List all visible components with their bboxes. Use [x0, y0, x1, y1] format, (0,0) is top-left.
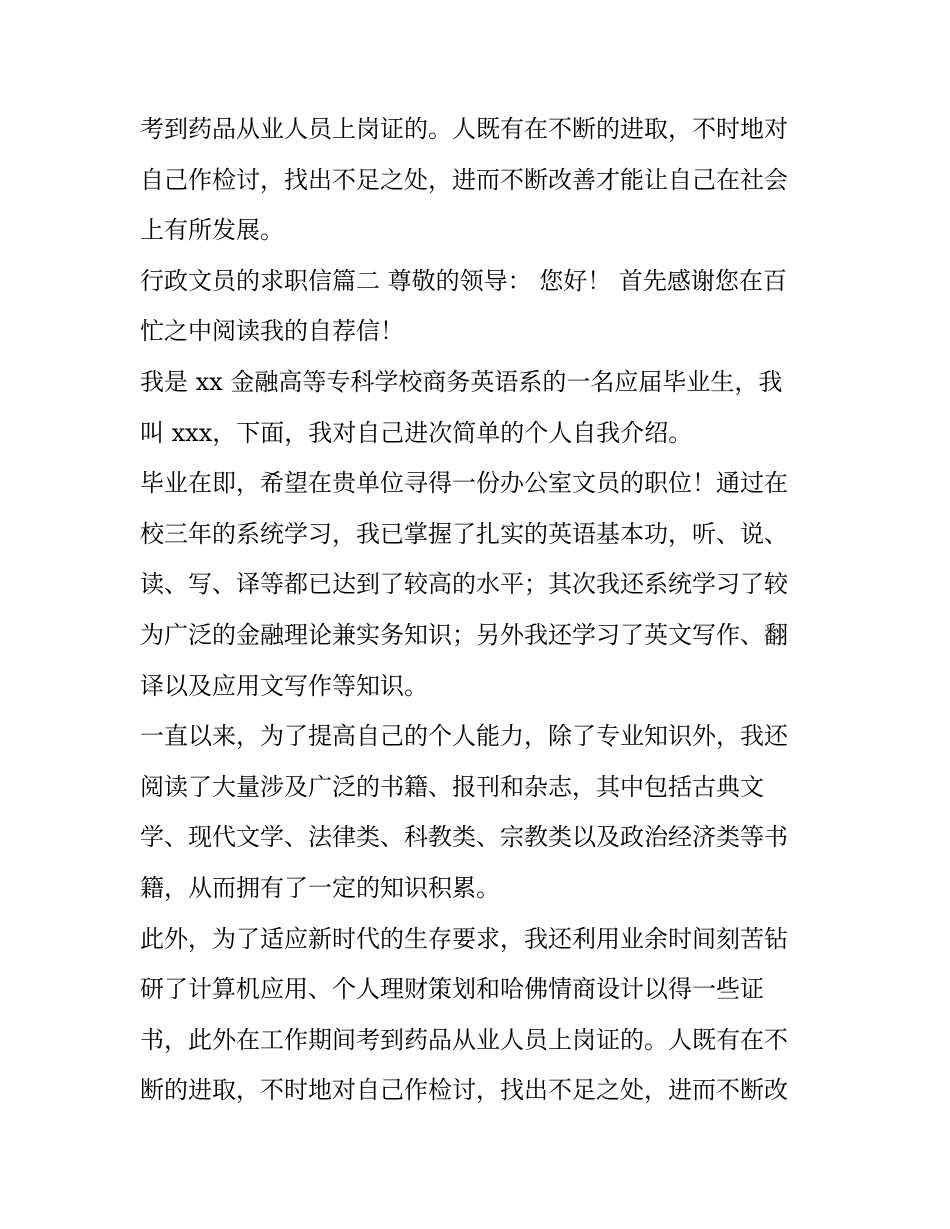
text-line: 译以及应用文写作等知识。 — [140, 671, 428, 700]
text-line: 读、写、译等都已达到了较高的水平；其次我还系统学习了较 — [140, 570, 788, 599]
text-line: 自己作检讨，找出不足之处，进而不断改善才能让自己在社会 — [140, 165, 788, 194]
text-line: 断的进取，不时地对自己作检讨，找出不足之处，进而不断改 — [140, 1076, 788, 1105]
text-line: 此外，为了适应新时代的生存要求，我还利用业余时间刻苦钻 — [140, 924, 788, 953]
text-line: 研了计算机应用、个人理财策划和哈佛情商设计以得一些证 — [140, 975, 764, 1004]
text-line: 阅读了大量涉及广泛的书籍、报刊和杂志，其中包括古典文 — [140, 772, 764, 801]
text-line: 籍，从而拥有了一定的知识积累。 — [140, 873, 500, 902]
text-line: 忙之中阅读我的自荐信！ — [140, 317, 404, 346]
text-line: 毕业在即，希望在贵单位寻得一份办公室文员的职位！通过在 — [140, 469, 788, 498]
text-line: 上有所发展。 — [140, 216, 284, 245]
text-line: 一直以来，为了提高自己的个人能力，除了专业知识外，我还 — [140, 722, 788, 751]
document-body — [140, 104, 820, 1116]
text-line: 书，此外在工作期间考到药品从业人员上岗证的。人既有在不 — [140, 1025, 788, 1054]
text-line: 为广泛的金融理论兼实务知识；另外我还学习了英文写作、翻 — [140, 620, 788, 649]
text-line: 叫 xxx，下面，我对自己进次简单的个人自我介绍。 — [140, 418, 693, 447]
text-line: 校三年的系统学习，我已掌握了扎实的英语基本功，听、说、 — [140, 519, 788, 548]
text-line: 行政文员的求职信篇二 尊敬的领导： 您好！ 首先感谢您在百 — [140, 266, 787, 295]
text-line: 考到药品从业人员上岗证的。人既有在不断的进取，不时地对 — [140, 115, 788, 143]
text-line: 我是 xx 金融高等专科学校商务英语系的一名应届毕业生，我 — [140, 367, 783, 396]
text-line: 学、现代文学、法律类、科教类、宗教类以及政治经济类等书 — [140, 823, 788, 852]
